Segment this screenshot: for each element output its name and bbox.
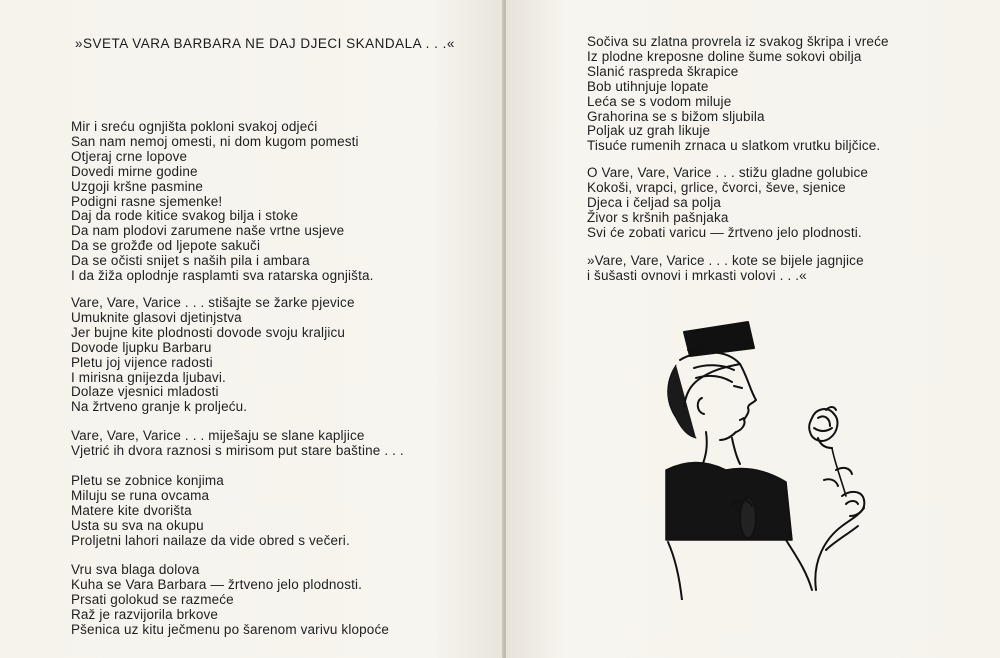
verse-line: Grahorina se s bižom sljubila <box>587 108 765 124</box>
verse-line: Slanić raspreda škrapice <box>587 63 739 79</box>
verse-line: Miluju se runa ovcama <box>71 487 210 503</box>
verse-line: Dolaze vjesnici mladosti <box>71 384 219 400</box>
verse-line: Daj da rode kitice svakog bilja i stoke <box>71 208 299 224</box>
verse-line: Svi će zobati varicu — žrtveno jelo plodnosti. <box>587 224 862 240</box>
verse-line: Podigni rasne sjemenke! <box>71 193 223 209</box>
verse-line: Pletu joj vijence radosti <box>71 354 213 370</box>
verse-line: Djeca i čeljad sa polja <box>587 194 722 210</box>
verse-line: I da žiža oplodnje rasplamti sva ratarska ognjišta. <box>71 268 374 284</box>
verse-line: Umuknite glasovi djetinjstva <box>71 309 242 325</box>
poem-title: »SVETA VARA BARBARA NE DAJ DJECI SKANDALA . . .« <box>75 36 455 51</box>
verse-line: Usta su sva na okupu <box>71 517 204 533</box>
stanza-7 <box>587 166 868 241</box>
verse-line: Vjetrić ih dvora raznosi s mirisom put stare baštine . . . <box>71 442 404 458</box>
verse-line: Otjeraj crne lopove <box>71 148 188 164</box>
verse-line: Vare, Vare, Varice . . . miješaju se slane kapljice <box>71 428 365 443</box>
verse-line: »Vare, Vare, Varice . . . kote se bijele jagnjice <box>587 253 864 268</box>
verse-line: Prsati golokud se razmeće <box>71 591 234 607</box>
verse-line: Tisuće rumenih zrnaca u slatkom vrutku biljčice. <box>587 138 881 154</box>
stanza-5 <box>71 563 389 638</box>
verse-line: Na žrtveno granje k proljeću. <box>71 399 248 415</box>
woman-with-rose-illustration <box>636 320 876 600</box>
verse-line: Živor s kršnih pašnjaka <box>587 209 729 225</box>
stanza-1 <box>71 120 374 284</box>
stanza-8 <box>587 254 864 284</box>
hat-icon <box>684 322 754 356</box>
stanza-4 <box>71 474 350 549</box>
verse-line: Proljetni lahori nailaze da vide obred s večeri. <box>71 532 350 548</box>
verse-line: Pletu se zobnice konjima <box>71 473 224 488</box>
verse-line: Dovedi mirne godine <box>71 163 198 179</box>
right-page <box>506 0 1000 658</box>
verse-line: Raž je razvijorila brkove <box>71 606 219 622</box>
verse-line: Da nam plodovi zarumene naše vrtne usjeve <box>71 223 345 239</box>
verse-line: Bob utihnjuje lopate <box>587 78 709 94</box>
verse-line: Dovode ljupku Barbaru <box>71 339 212 355</box>
verse-line: O Vare, Vare, Varice . . . stižu gladne golubice <box>587 165 869 180</box>
stanza-2 <box>71 296 355 415</box>
stanza-6 <box>587 35 889 154</box>
verse-line: Poljak uz grah likuje <box>587 123 711 139</box>
stanza-3 <box>71 429 404 459</box>
rose-icon <box>809 409 837 441</box>
rose-stem-icon <box>832 448 846 496</box>
verse-line: Vru sva blaga dolova <box>71 562 200 577</box>
verse-line: Leća se s vodom miluje <box>587 93 732 109</box>
verse-line: Matere kite dvorišta <box>71 502 192 518</box>
verse-line: i šušasti ovnovi i mrkasti volovi . . .« <box>587 267 807 283</box>
verse-line: Iz plodne kreposne doline šume sokovi obilja <box>587 48 862 64</box>
verse-line: Mir i sreću ognjišta pokloni svakoj odjeći <box>71 119 318 134</box>
verse-line: Da se očisti snijet s naših pila i ambara <box>71 253 310 269</box>
verse-line: Da se grožđe od ljepote sakuči <box>71 238 261 254</box>
verse-line: I mirisna gnijezda ljubavi. <box>71 369 226 385</box>
verse-line: Jer bujne kite plodnosti dovode svoju kraljicu <box>71 324 346 340</box>
verse-line: Kuha se Vara Barbara — žrtveno jelo plodnosti. <box>71 576 363 592</box>
verse-line: Vare, Vare, Varice . . . stišajte se žarke pjevice <box>71 295 355 310</box>
verse-line: San nam nemoj omesti, ni dom kugom pomesti <box>71 133 359 149</box>
verse-line: Kokoši, vrapci, grlice, čvorci, ševe, sjenice <box>587 179 846 195</box>
verse-line: Uzgoji kršne pasmine <box>71 178 204 194</box>
verse-line: Sočiva su zlatna provrela iz svakog škripa i vreće <box>587 34 889 49</box>
verse-line: Pšenica uz kitu ječmenu po šarenom varivu klopoće <box>71 621 390 637</box>
